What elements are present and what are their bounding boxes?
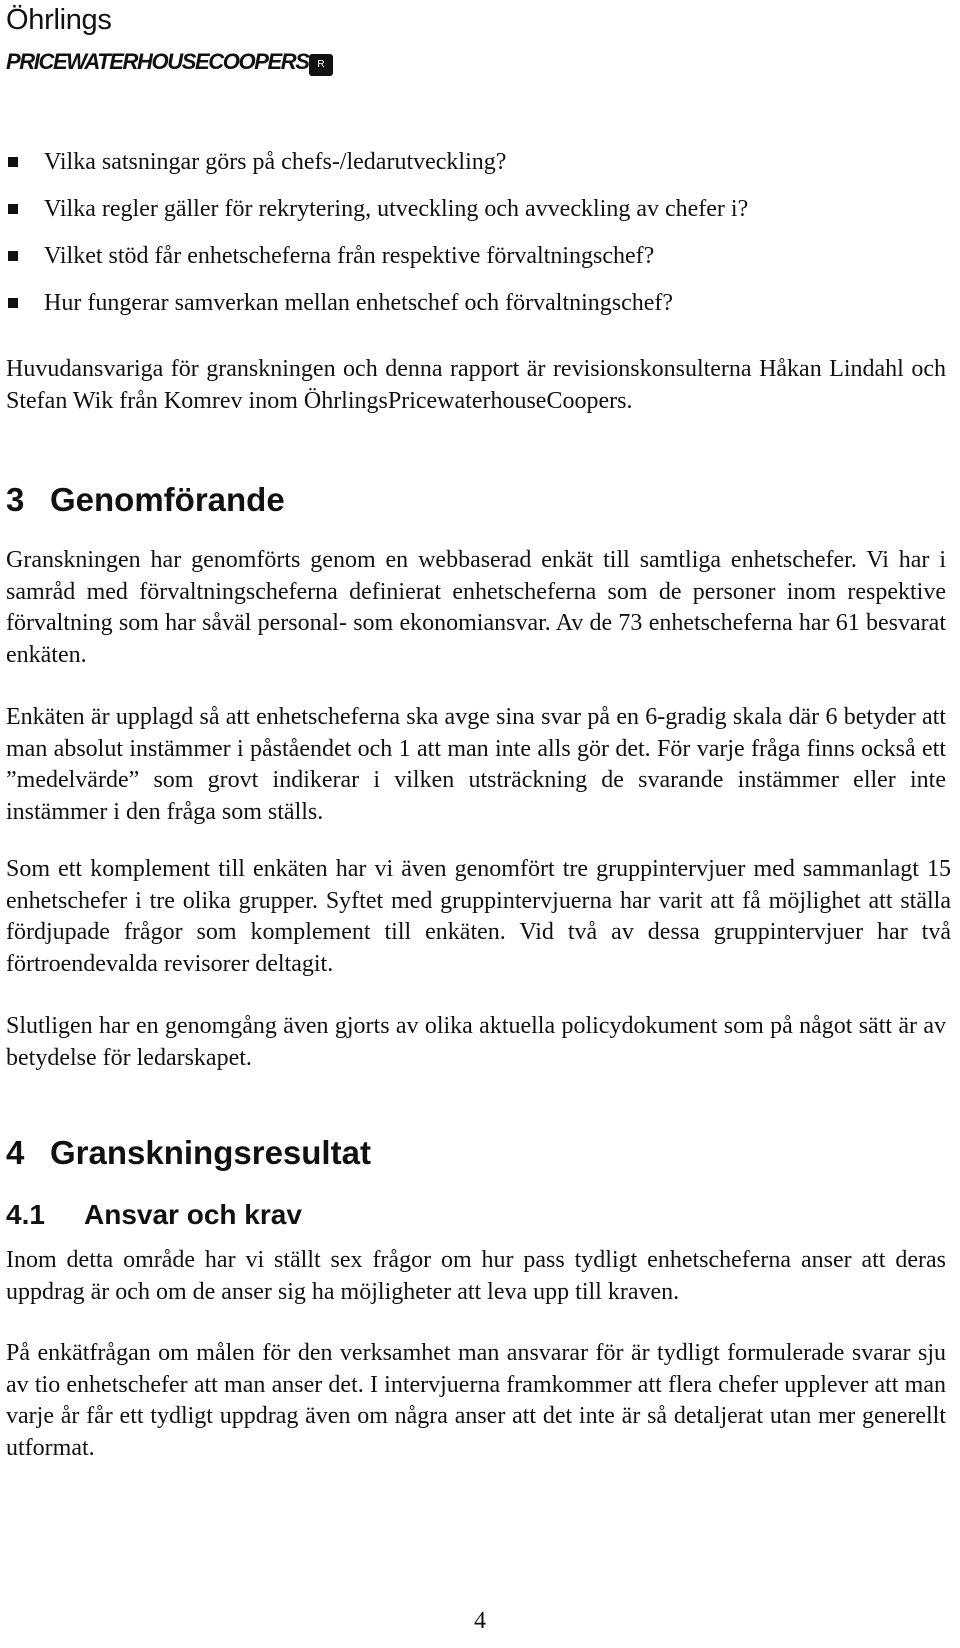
section-4-1-paragraph: På enkätfrågan om målen för den verksamhet man ansvarar för är tydligt formulerade svarar sju av tio enhetschefer att man anser det. I intervjuerna framkommer att flera chefer upplever att man varje år får ett tydligt uppdrag även om några anser att det inte är så detaljerat utan mer generellt utformat.: [6, 1340, 946, 1461]
section-3-paragraph: Granskningen har genomförts genom en webbaserad enkät till samtliga enhetschefer. Vi har i samråd med förvaltningscheferna definierat enhetscheferna som de personer inom respektive förvaltning som har såväl personal- som ekonomiansvar. Av de 73 enhetscheferna har 61 besvarat enkäten.: [6, 547, 946, 668]
bullet-square-icon: [8, 204, 18, 214]
section-3-number: 3: [6, 481, 25, 518]
logo-text-pricewaterhousecoopers: PRICEWATERHOUSECOOPERS: [6, 49, 309, 74]
list-item-text: Vilka satsningar görs på chefs-/ledarutveckling?: [44, 149, 507, 175]
section-4-1-heading: [6, 1199, 302, 1231]
bullet-square-icon: [8, 298, 18, 308]
section-4-heading: [6, 1134, 371, 1172]
list-item: [6, 289, 946, 336]
section-3-title: Genomförande: [50, 481, 285, 518]
section-4-1-number: 4.1: [6, 1199, 45, 1230]
list-item: [6, 195, 946, 242]
intro-paragraph: Huvudansvariga för granskningen och denna rapport är revisionskonsulterna Håkan Lindahl och Stefan Wik från Komrev inom ÖhrlingsPricewaterhouseCoopers.: [6, 356, 946, 414]
list-item-text: Vilka regler gäller för rekrytering, utveckling och avveckling av chefer i?: [44, 196, 749, 222]
section-4-title: Granskningsresultat: [50, 1134, 371, 1171]
section-4-number: 4: [6, 1134, 25, 1171]
section-3-heading: [6, 481, 285, 519]
list-item: [6, 242, 946, 289]
logo-text-ohrlings: Öhrlings: [6, 4, 112, 36]
section-3-paragraph: Enkäten är upplagd så att enhetscheferna ska avge sina svar på en 6-gradig skala där 6 betyder att man absolut instämmer i påståendet och 1 att man inte alls gör det. För varje fråga finns också ett ”medelvärde” som grovt indikerar i vilken utsträckning de svarande instämmer eller inte instämmer i den fråga som ställs.: [6, 704, 946, 825]
section-4-1-paragraph: Inom detta område har vi ställt sex frågor om hur pass tydligt enhetscheferna anser att deras uppdrag är och om de anser sig ha möjligheter att leva upp till kraven.: [6, 1247, 946, 1305]
list-item-text: Hur fungerar samverkan mellan enhetschef och förvaltningschef?: [44, 290, 674, 316]
logo-badge-icon: R: [309, 54, 333, 76]
bullet-square-icon: [8, 251, 18, 261]
list-item: [6, 148, 946, 195]
section-3-paragraph: Slutligen har en genomgång även gjorts av olika aktuella policydokument som på något sätt är av betydelse för ledarskapet.: [6, 1013, 946, 1071]
question-list: [6, 148, 946, 336]
section-3-paragraph: Som ett komplement till enkäten har vi även genomfört tre gruppintervjuer med sammanlagt 15 enhetschefer i tre olika grupper. Syftet med gruppintervjuerna har varit att få möjlighet att ställa fördjupade frågor som komplement till enkäten. Vid två av dessa gruppintervjuer har två förtroendevalda revisorer deltagit.: [6, 856, 951, 977]
list-item-text: Vilket stöd får enhetscheferna från respektive förvaltningschef?: [44, 243, 655, 269]
section-4-1-title: Ansvar och krav: [84, 1199, 302, 1230]
page-number: 4: [474, 1608, 486, 1634]
bullet-square-icon: [8, 157, 18, 167]
